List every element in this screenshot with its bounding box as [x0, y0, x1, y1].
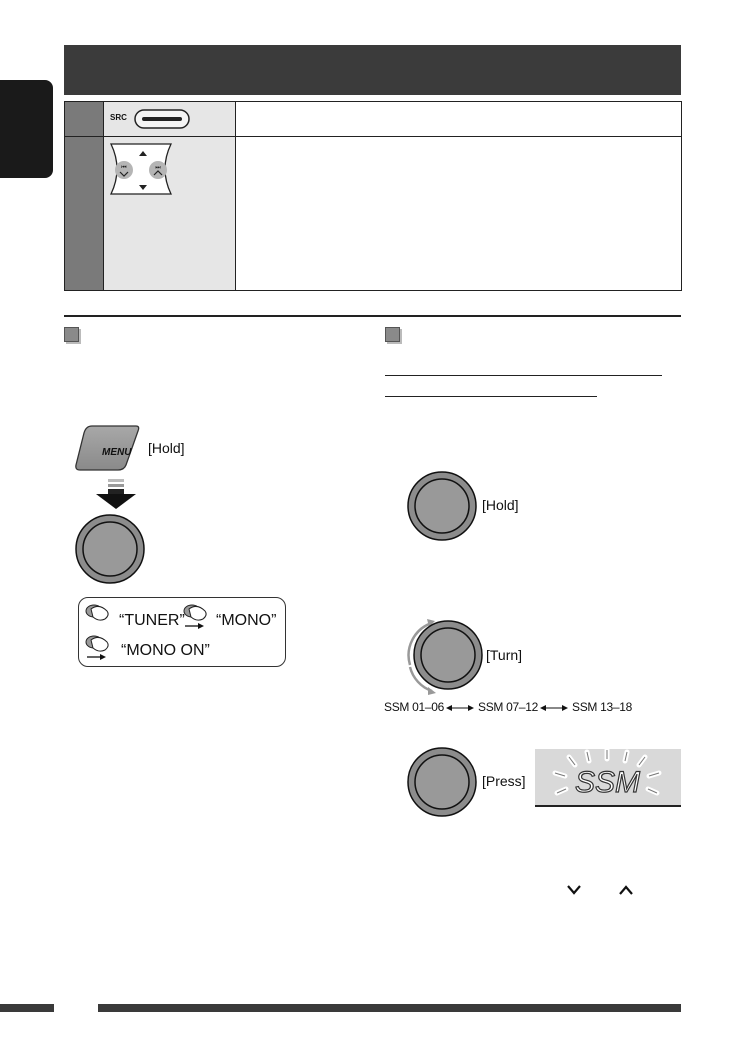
src-label: SRC	[110, 113, 127, 122]
ssm-section-marker-icon	[385, 327, 400, 342]
footer-bar-right	[98, 1004, 681, 1012]
ssm-range-2: SSM 07–12	[478, 700, 539, 714]
src-button-cell	[104, 102, 236, 136]
menu-steps-box	[78, 597, 286, 667]
section-rule	[64, 315, 681, 317]
turn-hand-icon	[183, 601, 211, 623]
arrow-right-icon	[185, 622, 205, 630]
svg-text:⏮: ⏮	[121, 164, 127, 171]
operation-table	[64, 101, 682, 291]
menu-button-label: MENU	[102, 447, 132, 458]
step-tuner: “TUNER”	[119, 612, 185, 629]
section-title-bar	[64, 45, 681, 95]
ssm-hold-label: [Hold]	[482, 497, 519, 513]
control-dial-knob[interactable]	[406, 746, 478, 818]
control-dial-knob[interactable]	[406, 470, 478, 542]
language-side-tab	[0, 80, 53, 178]
footer-bar-left	[0, 1004, 54, 1012]
menu-button[interactable]	[72, 423, 142, 473]
ssm-press-label: [Press]	[482, 773, 526, 789]
src-button[interactable]	[134, 109, 190, 129]
underline-1	[385, 375, 662, 376]
down-arrow-icon	[94, 479, 138, 511]
turn-hand-icon	[85, 601, 113, 623]
table-step-cell-1	[65, 102, 104, 136]
ssm-range-sequence	[384, 700, 684, 718]
step-mono-on: “MONO ON”	[121, 642, 210, 659]
control-dial-knob[interactable]	[74, 513, 146, 585]
ssm-range-1: SSM 01–06	[384, 700, 445, 714]
ssm-turn-label: [Turn]	[486, 647, 523, 663]
table-step-cell-2	[65, 137, 104, 290]
chevron-up-icon	[618, 884, 634, 896]
double-arrow-icon	[446, 703, 474, 713]
underline-2	[385, 396, 597, 397]
ssm-display-text: SSM	[575, 766, 641, 799]
press-hand-icon	[85, 632, 113, 654]
table-row-divider	[65, 136, 681, 137]
svg-text:⏭: ⏭	[155, 164, 161, 171]
mono-section-marker-icon	[64, 327, 79, 342]
control-dial-turn[interactable]	[402, 615, 484, 697]
ssm-range-3: SSM 13–18	[572, 700, 633, 714]
step-mono: “MONO”	[216, 612, 277, 629]
chevron-down-icon	[566, 884, 582, 896]
arrow-right-icon	[87, 653, 107, 661]
ssm-display-panel	[535, 749, 681, 807]
seek-buttons-cell	[104, 137, 236, 290]
seek-buttons-icon[interactable]	[109, 142, 173, 196]
double-arrow-icon	[540, 703, 568, 713]
menu-hold-label: [Hold]	[148, 440, 185, 456]
